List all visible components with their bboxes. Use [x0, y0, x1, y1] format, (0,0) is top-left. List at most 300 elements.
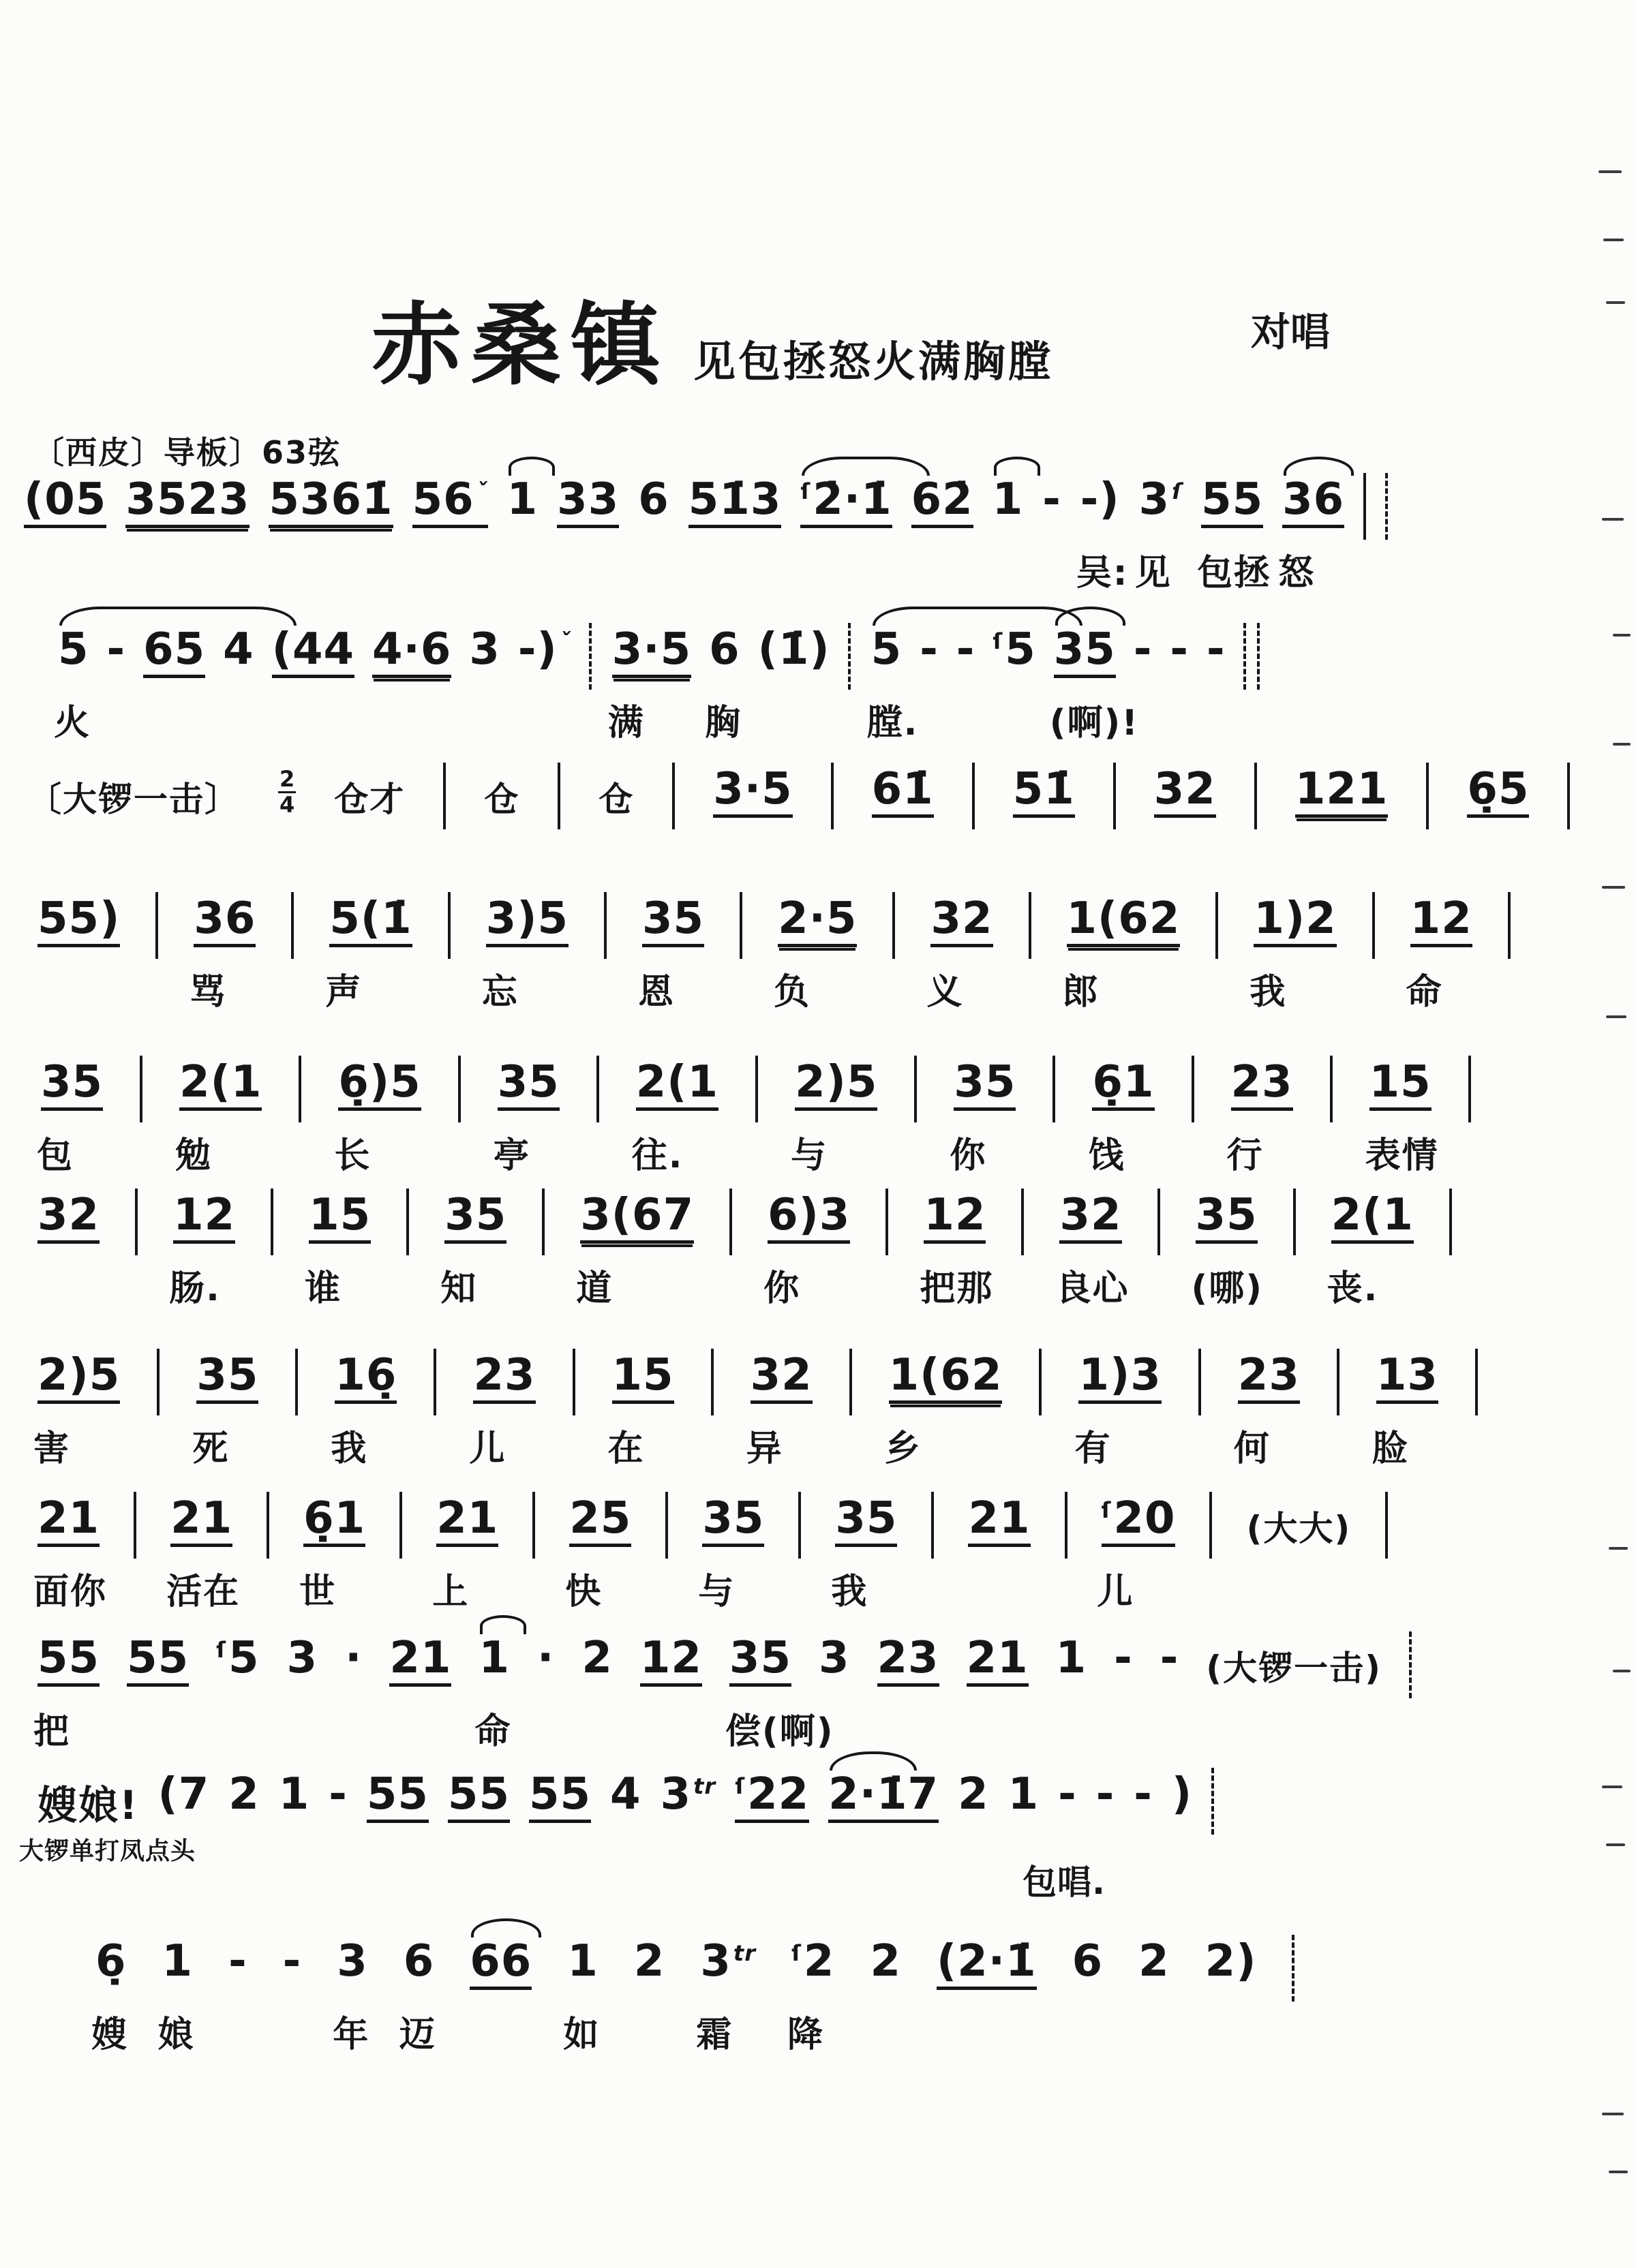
music-line-7: [33, 1350, 1478, 1469]
barline: [271, 1189, 273, 1255]
note-token: -) 吴:: [1076, 474, 1129, 594]
note-token: 5 火: [58, 627, 89, 673]
music-line-2: [54, 624, 1260, 744]
lyric: 骂: [190, 972, 227, 1013]
note-token: 35 偿(啊): [725, 1633, 834, 1752]
lyric: 行: [1226, 1135, 1264, 1176]
note-token: ·: [345, 1633, 363, 1683]
note-token: $^ſ$5: [993, 624, 1036, 675]
note-token: 6: [638, 474, 669, 525]
dashed-barline: [1292, 1935, 1297, 2002]
tie-arc: [471, 1918, 541, 1937]
percussion-text: (大大): [1246, 1509, 1352, 1548]
note-token: 21 上: [432, 1493, 499, 1612]
music-line-1: [24, 474, 1391, 594]
lyric: 肠.: [169, 1268, 221, 1309]
note-token: 35 知: [440, 1190, 507, 1309]
margin-mark: [1609, 2171, 1628, 2173]
lyric: 嫂: [91, 2014, 129, 2055]
lyric: 异: [746, 1428, 783, 1469]
barline: [1475, 1349, 1478, 1415]
barline: [291, 892, 294, 959]
barline: [1385, 1492, 1388, 1559]
note-token: $3^{tr}$ 霜: [696, 1936, 756, 2055]
lyric: 火: [54, 703, 91, 744]
note-token: 4: [223, 624, 254, 675]
note-token: (44: [272, 627, 354, 678]
barline: [448, 892, 451, 959]
dashed-barline: [1409, 1631, 1414, 1698]
music-line-5: [37, 1057, 1471, 1176]
note-token: 12 命: [1406, 893, 1472, 1013]
note-token: $^ſ$5: [216, 1633, 260, 1683]
note-token: 35 与: [698, 1493, 765, 1612]
lyric: 义: [926, 972, 964, 1013]
barline: [443, 763, 446, 829]
note-token: 2: [958, 1769, 989, 1820]
percussion-text: 〔大锣一击〕: [27, 780, 240, 819]
lyric: 死: [192, 1428, 230, 1469]
margin-mark: [1606, 1015, 1626, 1018]
lyric: 与: [791, 1135, 828, 1176]
barline: [542, 1189, 545, 1255]
lyric: 郎: [1062, 972, 1100, 1013]
barline: [672, 763, 675, 829]
note-token: 66: [470, 1939, 532, 1990]
note-token: ): [1171, 1769, 1193, 1820]
music-line-3: [27, 764, 1570, 829]
barline: [295, 1349, 298, 1415]
bao-sings-label: 包唱.: [1022, 1863, 1106, 1902]
note-token: 62̇: [911, 477, 973, 528]
note-token: 36 怒: [1282, 477, 1344, 528]
note-token: 2: [581, 1633, 613, 1683]
note-token: 4: [610, 1769, 641, 1820]
lyric: 负: [774, 972, 811, 1013]
note-token: (7: [157, 1769, 210, 1820]
lyric: 世: [299, 1572, 337, 1612]
note-token: 23 行: [1226, 1057, 1293, 1176]
barline: [1426, 763, 1429, 829]
barline: [1215, 892, 1218, 959]
note-token: 2(1 勉: [175, 1057, 262, 1176]
lyric: 包: [37, 1135, 74, 1176]
lyric: (哪): [1191, 1268, 1264, 1309]
margin-mark: [1602, 2113, 1624, 2115]
note-token: ·: [537, 1633, 555, 1683]
note-token: 32 良心: [1055, 1190, 1130, 1309]
lyric: 霜: [696, 2014, 733, 2055]
barline: [157, 1349, 160, 1415]
lyric: 勉: [175, 1135, 213, 1176]
barline: [134, 1492, 136, 1559]
lyric: 恩: [638, 972, 676, 1013]
margin-mark: [1613, 743, 1631, 746]
lyric: 在: [607, 1428, 645, 1469]
note-token: -: [282, 1936, 302, 1987]
barline: [972, 763, 975, 829]
note-token: (1̇): [757, 624, 830, 675]
note-token: 3·5: [713, 767, 792, 818]
lyric: 害: [33, 1428, 71, 1469]
lyric: 我: [831, 1572, 868, 1612]
barline: [1192, 1056, 1194, 1122]
note-token: 21 面你: [33, 1493, 108, 1612]
barline: [573, 1349, 575, 1415]
note-token: 3: [286, 1633, 318, 1683]
lyric: 上: [432, 1572, 470, 1612]
margin-mark: [1599, 170, 1622, 173]
lyric: 谁: [305, 1268, 342, 1309]
tie-arc: [509, 457, 555, 476]
lyric: 迈: [399, 2014, 436, 2055]
lyric: 饯: [1088, 1135, 1125, 1176]
music-line-8: [33, 1493, 1388, 1612]
note-token: 2: [228, 1769, 260, 1820]
margin-mark: [1606, 1843, 1625, 1846]
percussion-text: 仓: [599, 780, 635, 819]
note-token: 1: [1055, 1633, 1087, 1683]
note-token: 2): [1205, 1936, 1257, 1987]
note-token: 6 迈: [399, 1936, 436, 2055]
note-token: 2·1̇7: [828, 1772, 939, 1823]
lyric: 娘: [157, 2014, 195, 2055]
note-token: (2·1̇: [937, 1939, 1037, 1990]
note-token: 51̇: [1013, 767, 1075, 818]
note-token: 6̣5: [1467, 767, 1529, 818]
note-token: -: [1133, 624, 1153, 675]
margin-mark: [1609, 1547, 1628, 1550]
lyric: 满: [607, 703, 645, 744]
note-token: -: [228, 1936, 247, 1987]
dashed-barline: [848, 623, 853, 690]
tie-arc: [873, 607, 1082, 626]
music-line-10: [37, 1769, 1217, 1835]
percussion-text: 仓: [484, 780, 520, 819]
barline: [1449, 1189, 1452, 1255]
note-token: 121: [1295, 767, 1389, 818]
barline: [1157, 1189, 1160, 1255]
note-token: 15 在: [607, 1350, 674, 1469]
note-token: -: [1170, 624, 1189, 675]
note-token: -: [1095, 1769, 1115, 1820]
lyric: 你: [950, 1135, 987, 1176]
percussion-text: (大锣一击): [1206, 1649, 1382, 1688]
note-token: 21: [389, 1636, 451, 1687]
margin-mark: [1613, 1670, 1631, 1672]
time-signature: $\frac{2}{4}$: [279, 766, 295, 818]
lyric: 脸: [1372, 1428, 1409, 1469]
note-token: 51̇3: [688, 477, 782, 528]
barline: [1029, 892, 1031, 959]
note-token: (05: [24, 477, 106, 528]
note-token: 25 快: [565, 1493, 632, 1612]
note-token: -: [1058, 1769, 1077, 1820]
note-token: $3^{tr}$: [660, 1769, 716, 1820]
barline: [931, 1492, 934, 1559]
note-token: 35 (哪): [1191, 1190, 1264, 1309]
note-token: $56^ˇ$: [412, 477, 488, 528]
note-token: $^ſ$22: [735, 1772, 809, 1823]
note-token: -: [1160, 1633, 1179, 1683]
lyric: 见: [1134, 553, 1172, 594]
note-token: 3(67 道: [576, 1190, 695, 1309]
barline: [155, 892, 158, 959]
note-token: 12 肠.: [169, 1190, 236, 1309]
barline: [532, 1492, 535, 1559]
note-token: 12: [640, 1636, 702, 1687]
lyric: 表情: [1365, 1135, 1439, 1176]
lyric: 你: [763, 1268, 801, 1309]
note-token: 21: [967, 1636, 1029, 1687]
note-token: 55 把: [33, 1633, 100, 1752]
barline: [892, 892, 895, 959]
lyric: 我: [331, 1428, 368, 1469]
lyric: 有: [1074, 1428, 1112, 1469]
note-token: 2(1 往.: [631, 1057, 719, 1176]
barline: [1468, 1056, 1471, 1122]
note-token: 1(62 乡: [884, 1350, 1003, 1469]
lyric: 膛.: [866, 703, 919, 744]
tie-arc: [480, 1615, 526, 1634]
note-token: 2·5 负: [774, 893, 858, 1013]
note-token: 65: [143, 627, 205, 678]
note-token: 6 胸: [705, 624, 742, 744]
lyric: 道: [576, 1268, 614, 1309]
note-token: 1)3 有: [1074, 1350, 1162, 1469]
barline: [1508, 892, 1511, 959]
barline: [885, 1189, 888, 1255]
barline: [1254, 763, 1257, 829]
barline: [604, 892, 607, 959]
barline: [558, 763, 560, 829]
note-token: 23: [877, 1636, 939, 1687]
note-token: 3)5 忘: [481, 893, 569, 1013]
lyric: 偿(啊): [725, 1711, 834, 1752]
note-token: 3: [818, 1633, 850, 1683]
note-token: 36 骂: [190, 893, 256, 1013]
note-token: 2)5 与: [791, 1057, 878, 1176]
note-token: 2(1 丧.: [1327, 1190, 1414, 1309]
lyric: 活在: [166, 1572, 241, 1612]
note-token: 55: [529, 1772, 591, 1823]
barline: [406, 1189, 409, 1255]
lyric: 面你: [33, 1572, 108, 1612]
barline: [1065, 1492, 1067, 1559]
lyric: 亭: [493, 1135, 530, 1176]
barline: [1113, 763, 1116, 829]
lyric: 胸: [705, 703, 742, 744]
barline: [740, 892, 742, 959]
barline: [1021, 1189, 1024, 1255]
note-token: 33: [557, 477, 619, 528]
note-token: -: [1042, 474, 1061, 525]
note-token: 1)2 我: [1249, 893, 1337, 1013]
note-token: 1: [1008, 1769, 1040, 1820]
tie-arc: [994, 457, 1040, 476]
note-token: 1 如: [563, 1936, 601, 2055]
note-token: 35 你: [950, 1057, 1016, 1176]
barline: [1052, 1056, 1055, 1122]
note-token: 5361̇: [269, 477, 393, 528]
margin-mark: [1613, 634, 1631, 637]
barline: [914, 1056, 917, 1122]
note-token: -: [920, 624, 939, 675]
barline: [1039, 1349, 1042, 1415]
note-token: 16̣ 我: [331, 1350, 397, 1469]
barline: [798, 1492, 801, 1559]
note-token: 32: [37, 1193, 100, 1244]
note-token: 35 (啊)!: [1054, 627, 1116, 678]
lyric: 命: [474, 1711, 512, 1752]
barline: [665, 1492, 668, 1559]
percussion-pattern-note: 大锣单打凤点头: [19, 1837, 196, 1865]
note-token: 32: [1154, 767, 1216, 818]
note-token: 5(1̇ 声: [325, 893, 412, 1013]
note-token: $3^ſ$ 见: [1134, 474, 1183, 594]
barline: [299, 1056, 301, 1122]
music-line-4: [37, 893, 1511, 1013]
note-token: -: [1114, 1633, 1133, 1683]
lyric: 忘: [481, 972, 519, 1013]
dashed-barline: [1211, 1768, 1217, 1835]
note-token: 55: [448, 1772, 510, 1823]
barline: [1198, 1349, 1201, 1415]
note-token: 1 命: [479, 1636, 510, 1681]
note-token: 6̣1 世: [299, 1493, 366, 1612]
barline: [1293, 1189, 1296, 1255]
duet-label: 对唱: [1251, 309, 1331, 355]
note-token: 2: [870, 1936, 901, 1987]
note-token: 61̇: [872, 767, 934, 818]
barline: [1372, 892, 1375, 959]
lyric: 如: [563, 2014, 601, 2055]
note-token: 23 儿: [469, 1350, 536, 1469]
note-token: 55: [367, 1772, 429, 1823]
note-token: $^ſ$2 降: [787, 1936, 835, 2055]
header: [372, 273, 1053, 402]
lyric: 与: [698, 1572, 736, 1612]
note-token: 3523: [125, 477, 249, 528]
note-token: 15 谁: [305, 1190, 372, 1309]
note-token: $^ſ$20 儿: [1097, 1493, 1176, 1612]
lyric: 降: [787, 2014, 824, 2055]
note-token: 5 膛.: [871, 627, 903, 673]
barline: [596, 1056, 599, 1122]
lyric: 儿: [469, 1428, 506, 1469]
note-token: 4·6: [372, 627, 451, 678]
note-token: -: [1134, 1769, 1153, 1820]
note-token: 55: [127, 1636, 189, 1687]
barline: [755, 1056, 758, 1122]
music-line-6: [37, 1190, 1452, 1309]
tie-arc: [1284, 457, 1354, 476]
note-token: 6̣)5 长: [334, 1057, 421, 1176]
note-token: 1: [278, 1769, 310, 1820]
music-line-11: [91, 1936, 1297, 2055]
barline: [399, 1492, 402, 1559]
tie-arc: [802, 457, 930, 476]
note-token: 21 活在: [166, 1493, 241, 1612]
note-token: 35 恩: [638, 893, 705, 1013]
barline: [1337, 1349, 1339, 1415]
margin-mark: [1602, 1786, 1622, 1788]
mode-tuning-label: 〔西皮〕导板〕63弦: [33, 434, 342, 471]
lyric: 快: [565, 1572, 603, 1612]
margin-mark: [1602, 518, 1624, 521]
dashed-barline: [1243, 623, 1260, 690]
note-token: 2: [1138, 1936, 1170, 1987]
percussion-text: 仓才: [334, 780, 406, 819]
lyric: 儿: [1097, 1572, 1134, 1612]
lyric: 年: [333, 2014, 370, 2055]
note-token: 35 我: [831, 1493, 898, 1612]
note-token: 55): [37, 896, 120, 947]
tie-arc: [1055, 607, 1125, 626]
lyric: 怒: [1278, 553, 1316, 594]
note-token: -: [329, 1769, 348, 1820]
note-token: 13 脸: [1372, 1350, 1438, 1469]
barline: [1363, 473, 1366, 540]
margin-mark: [1606, 301, 1625, 304]
note-token: 35 死: [192, 1350, 259, 1469]
tie-arc: [59, 607, 297, 626]
margin-mark: [1602, 886, 1625, 889]
note-token: 1: [507, 477, 539, 523]
barline: [831, 763, 834, 829]
note-token: 32 异: [746, 1350, 813, 1469]
note-token: 2)5 害: [33, 1350, 121, 1469]
lyric: 良心: [1055, 1268, 1130, 1309]
barline: [458, 1056, 461, 1122]
note-token: 3 年: [333, 1936, 370, 2055]
lyric: 吴:: [1076, 553, 1129, 594]
note-token: 55 包拯: [1197, 474, 1271, 594]
barline: [135, 1189, 138, 1255]
margin-mark: [1603, 239, 1624, 241]
dashed-barline: [589, 623, 594, 690]
lyric: 包拯: [1197, 553, 1271, 594]
note-token: -: [1206, 624, 1226, 675]
lyric: 声: [325, 972, 363, 1013]
lyric: 命: [1406, 972, 1443, 1013]
barline: [711, 1349, 714, 1415]
barline: [1567, 763, 1570, 829]
note-token: 3: [469, 624, 500, 675]
page-title: 赤桑镇: [372, 293, 670, 398]
barline: [140, 1056, 142, 1122]
note-token: 35 包: [37, 1057, 104, 1176]
percussion-text: 嫂娘!: [37, 1782, 139, 1828]
note-token: 6̣ 嫂: [91, 1936, 129, 2055]
lyric: 把那: [920, 1268, 994, 1309]
lyric: 何: [1233, 1428, 1271, 1469]
note-token: -)$^ˇ$: [517, 624, 571, 675]
lyric: 往.: [631, 1135, 684, 1176]
barline: [729, 1189, 732, 1255]
note-token: 35 亭: [493, 1057, 560, 1176]
dashed-barline: [1385, 473, 1391, 540]
note-token: 23 何: [1233, 1350, 1300, 1469]
note-token: 21: [968, 1496, 1030, 1547]
lyric: 长: [334, 1135, 372, 1176]
lyric: 我: [1249, 972, 1287, 1013]
note-token: -: [956, 624, 975, 675]
note-token: 2: [633, 1936, 665, 1987]
note-token: 1 娘: [157, 1936, 195, 2055]
note-token: 6̣1 饯: [1088, 1057, 1155, 1176]
note-token: 6: [1072, 1936, 1104, 1987]
